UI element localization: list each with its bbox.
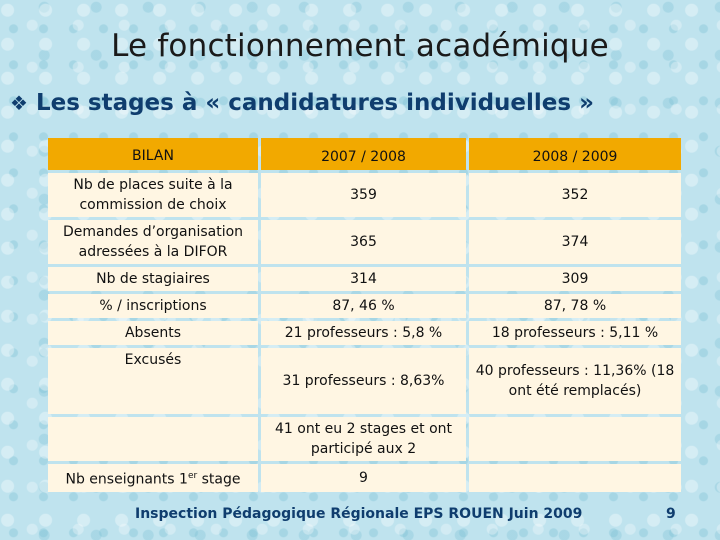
table-row [48,220,681,264]
diamond-bullet-icon: ❖ [10,91,28,115]
table-row [48,321,681,345]
row-value-2008-2009: 18 professeurs : 5,11 % [469,321,681,345]
table-row [48,417,681,461]
label-main: Nb enseignants 1 [65,471,188,488]
row-label: Absents [48,321,258,345]
label-end: stage [197,471,241,488]
row-label: % / inscriptions [48,294,258,318]
header-2007-2008: 2007 / 2008 [261,138,466,170]
table-row [48,348,681,414]
table-row [48,294,681,318]
table-row [48,267,681,291]
row-value-2008-2009: 352 [469,173,681,217]
row-value-2007-2008: 314 [261,267,466,291]
row-label: Demandes d’organisation adressées à la DIFOR [48,220,258,264]
row-value-2008-2009: 40 professeurs : 11,36% (18 ont été remplacés) [469,348,681,414]
row-value-2007-2008: 9 [261,464,466,492]
row-value-2008-2009 [469,464,681,492]
slide-title: Le fonctionnement académique [111,28,609,64]
header-2008-2009: 2008 / 2009 [469,138,681,170]
row-value-2008-2009: 374 [469,220,681,264]
row-value-2007-2008: 21 professeurs : 5,8 % [261,321,466,345]
table-header-row [48,138,681,170]
row-value-2007-2008: 31 professeurs : 8,63% [261,348,466,414]
row-value-2007-2008: 87, 46 % [261,294,466,318]
row-label: Nb de stagiaires [48,267,258,291]
slide-footer: Inspection Pédagogique Régionale EPS ROUEN Juin 2009 [135,506,583,522]
table-row [48,464,681,492]
page-number: 9 [666,506,676,522]
row-value-2008-2009 [469,417,681,461]
row-label [48,417,258,461]
header-bilan: BILAN [48,138,258,170]
row-value-2007-2008: 359 [261,173,466,217]
slide-subtitle [10,86,594,120]
row-label: Nb de places suite à la commission de choix [48,173,258,217]
row-label: Excusés [48,348,258,414]
bilan-table [45,135,684,495]
row-value-2008-2009: 309 [469,267,681,291]
label-sup: er [187,471,198,481]
row-label-nb-enseignants [48,464,258,492]
subtitle-text: Les stages à « candidatures individuelles » [35,90,594,116]
row-value-2007-2008: 365 [261,220,466,264]
table-row [48,173,681,217]
row-value-2007-2008: 41 ont eu 2 stages et ont participé aux 2 [261,417,466,461]
row-value-2008-2009: 87, 78 % [469,294,681,318]
